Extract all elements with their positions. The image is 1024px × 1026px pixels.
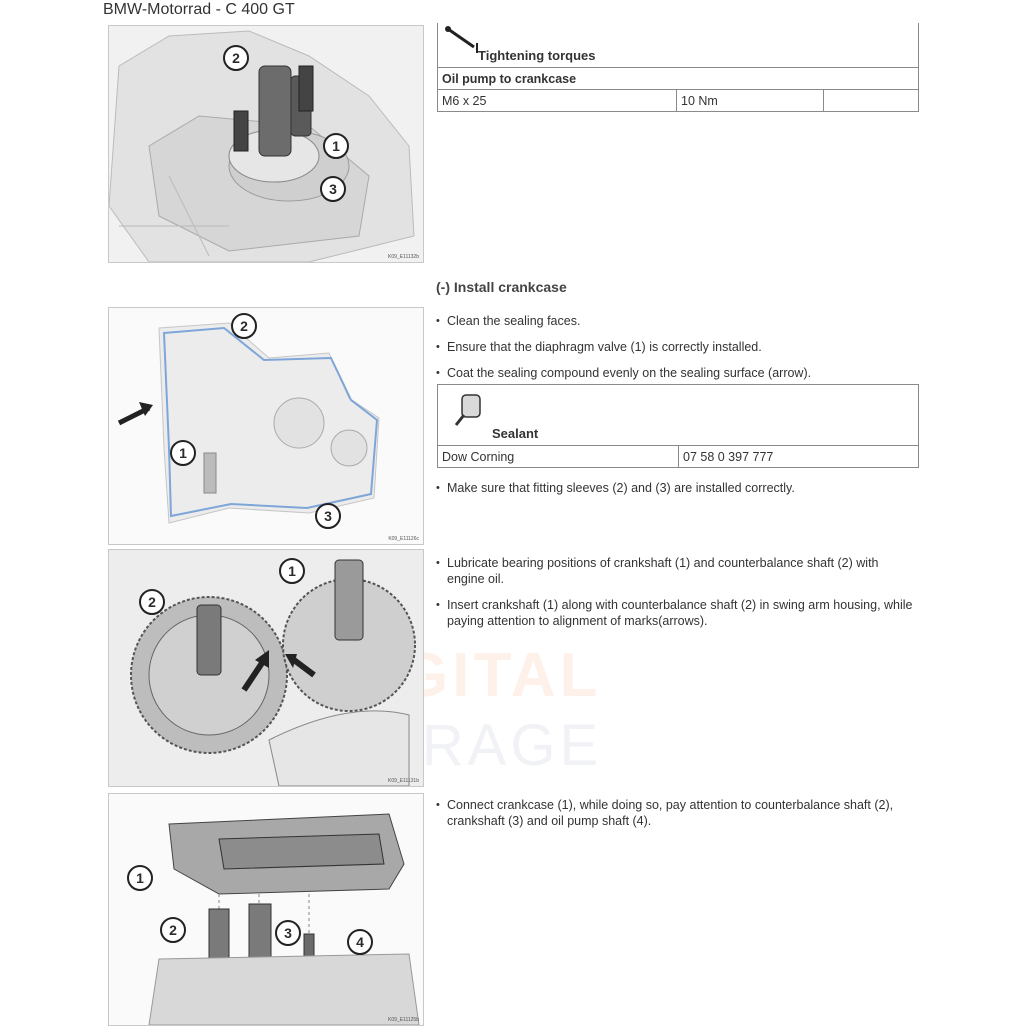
page-header-title: BMW-Motorrad - C 400 GT	[103, 1, 295, 18]
figure-oil-pump	[108, 25, 424, 263]
figure-code: K09_E11132b	[388, 254, 419, 260]
steps-crankshaft	[436, 555, 916, 639]
figure-code: K09_E11126c	[388, 536, 419, 542]
callout-2: 2	[160, 917, 186, 943]
crankcase-sealing-illustration	[109, 308, 423, 544]
callout-1: 1	[127, 865, 153, 891]
callout-4: 4	[347, 929, 373, 955]
torque-label: Tightening torques	[478, 48, 596, 63]
steps-install-crankcase	[436, 313, 916, 391]
torque-header-cell	[438, 23, 919, 68]
figure-code: K09_E11131b	[388, 778, 419, 784]
torque-table	[437, 23, 919, 112]
figure-crankcase-sealing	[108, 307, 424, 545]
callout-2: 2	[223, 45, 249, 71]
torque-size: M6 x 25	[438, 90, 677, 112]
figure-connect-crankcase	[108, 793, 424, 1026]
sealant-table	[437, 384, 919, 468]
list-item: • Coat the sealing compound evenly on the sealing surface (arrow).	[436, 365, 916, 381]
connect-crankcase-illustration	[109, 794, 423, 1025]
callout-2: 2	[139, 589, 165, 615]
callout-2: 2	[231, 313, 257, 339]
list-item: • Insert crankshaft (1) along with counterbalance shaft (2) in swing arm housing, while paying attention to alignment of marks(arrows).	[436, 597, 916, 629]
table-row	[438, 446, 919, 468]
sealant-label: Sealant	[492, 426, 539, 441]
list-item: • Lubricate bearing positions of crankshaft (1) and counterbalance shaft (2) with engine oil.	[436, 555, 916, 587]
sealant-name: Dow Corning	[438, 446, 679, 468]
torque-subheader: Oil pump to crankcase	[438, 68, 919, 90]
watermark-garage: GARAGE	[330, 713, 603, 778]
list-item: • Make sure that fitting sleeves (2) and (3) are installed correctly.	[436, 480, 916, 496]
list-item: • Connect crankcase (1), while doing so, pay attention to counterbalance shaft (2), crankshaft (3) and oil pump shaft (4).	[436, 797, 916, 829]
crankshaft-gears-illustration	[109, 550, 423, 786]
callout-3: 3	[275, 920, 301, 946]
section-title: (-) Install crankcase	[436, 279, 567, 295]
callout-1: 1	[279, 558, 305, 584]
oil-pump-illustration	[109, 26, 423, 262]
torque-note	[824, 90, 919, 112]
watermark-digital: DIGITAL	[330, 641, 602, 710]
steps-connect-crankcase	[436, 797, 916, 839]
sealant-tube-icon	[448, 391, 488, 429]
callout-3: 3	[315, 503, 341, 529]
callout-3: 3	[320, 176, 346, 202]
list-item: • Clean the sealing faces.	[436, 313, 916, 329]
callout-1: 1	[323, 133, 349, 159]
list-item: • Ensure that the diaphragm valve (1) is correctly installed.	[436, 339, 916, 355]
callout-1: 1	[170, 440, 196, 466]
figure-crankshaft-gears	[108, 549, 424, 787]
table-row	[438, 90, 919, 112]
sealant-part-number: 07 58 0 397 777	[679, 446, 919, 468]
torque-value: 10 Nm	[677, 90, 824, 112]
figure-code: K09_E11125b	[388, 1017, 419, 1023]
sealant-header-cell	[438, 385, 919, 446]
steps-fitting-sleeves	[436, 480, 916, 506]
